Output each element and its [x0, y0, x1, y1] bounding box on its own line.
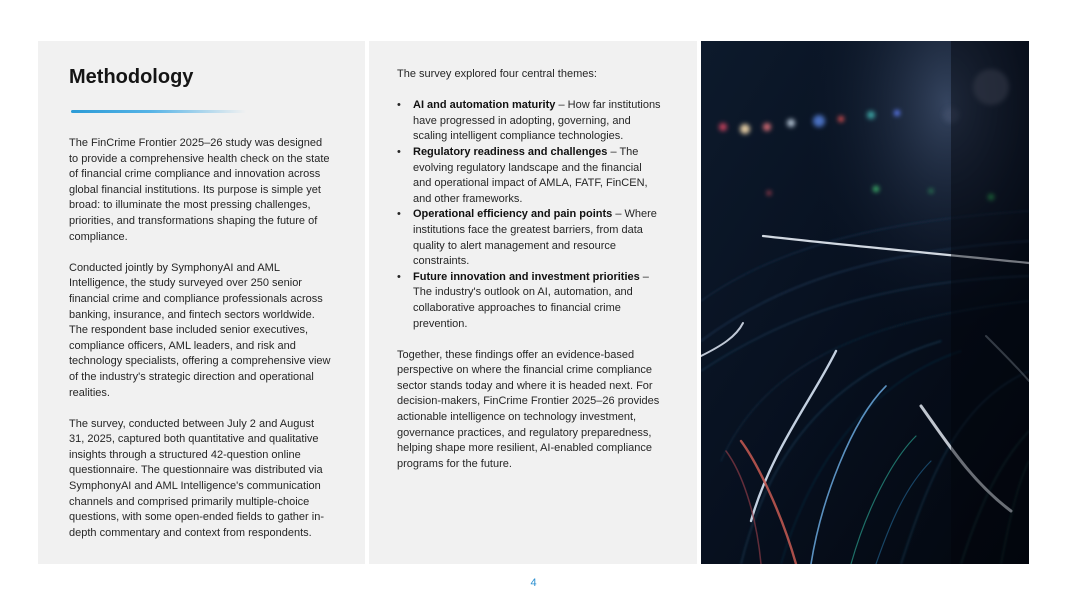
theme-item — [397, 270, 662, 332]
theme-text: – How far institutions have progressed in adopting, governing, and scaling intelligent compliance technologies. — [413, 99, 661, 143]
theme-title: AI and automation maturity — [413, 99, 556, 112]
methodology-paragraph: Conducted jointly by SymphonyAI and AML Intelligence, the study surveyed over 250 senior financial crime and compliance professionals across banking, insurance, and fintech sectors worldwide. The respondent base included senior executives, compliance officers, AML leaders, and risk and technology specialists, offering a comprehensive view of the industry's strategic direction and operational realities. — [69, 261, 331, 399]
methodology-body — [69, 136, 331, 557]
themes-list — [397, 98, 662, 332]
theme-title: Regulatory readiness and challenges — [413, 145, 608, 158]
bullet-icon: • — [397, 208, 401, 221]
page-number: 4 — [530, 577, 537, 589]
theme-text: – Where institutions face the greatest barriers, from data quality to alert management and resource constraints. — [413, 208, 657, 268]
title-accent-line — [71, 110, 246, 113]
theme-title: Operational efficiency and pain points — [413, 208, 613, 221]
theme-item — [397, 98, 662, 145]
theme-text: – The industry's outlook on AI, automation, and collaborative approaches to financial crime prevention. — [413, 270, 649, 330]
theme-item — [397, 207, 662, 269]
themes-conclusion: Together, these findings offer an evidence-based perspective on where the financial crime compliance sector stands today and where it is headed next. For decision-makers, FinCrime Frontier 2025–26 provides actionable intelligence on technology investment, governance practices, and regulatory preparedness, helping shape more resilient, AI-enabled compliance programs for the future. — [397, 348, 660, 470]
bullet-icon: • — [397, 270, 401, 283]
theme-text: – The evolving regulatory landscape and the financial and operational impact of AMLA, FATF, FinCEN, and other frameworks. — [413, 145, 648, 205]
page-title: Methodology — [69, 66, 194, 88]
theme-item — [397, 145, 662, 207]
bullet-icon: • — [397, 99, 401, 112]
light-trails-illustration — [701, 41, 1029, 564]
themes-body — [397, 67, 662, 472]
methodology-paragraph: The FinCrime Frontier 2025–26 study was designed to provide a comprehensive health check on the state of financial crime compliance and innovation across global financial institutions. Its purpose is simple yet broad: to illuminate the most pressing challenges, priorities, and transformations shaping the future of compliance. — [69, 137, 330, 243]
bullet-icon: • — [397, 145, 401, 158]
theme-title: Future innovation and investment priorities — [413, 270, 640, 283]
themes-intro: The survey explored four central themes: — [397, 68, 597, 80]
methodology-panel — [38, 41, 365, 564]
light-trails-image — [701, 41, 1029, 564]
themes-panel — [369, 41, 697, 564]
methodology-paragraph: The survey, conducted between July 2 and August 31, 2025, captured both quantitative and qualitative insights through a structured 42-question online questionnaire. The questionnaire was distributed via SymphonyAI and AML Intelligence's communication channels and comprised primarily multiple-choice questions, with some open-ended fields to gather in-depth commentary and context from respondents. — [69, 417, 324, 539]
